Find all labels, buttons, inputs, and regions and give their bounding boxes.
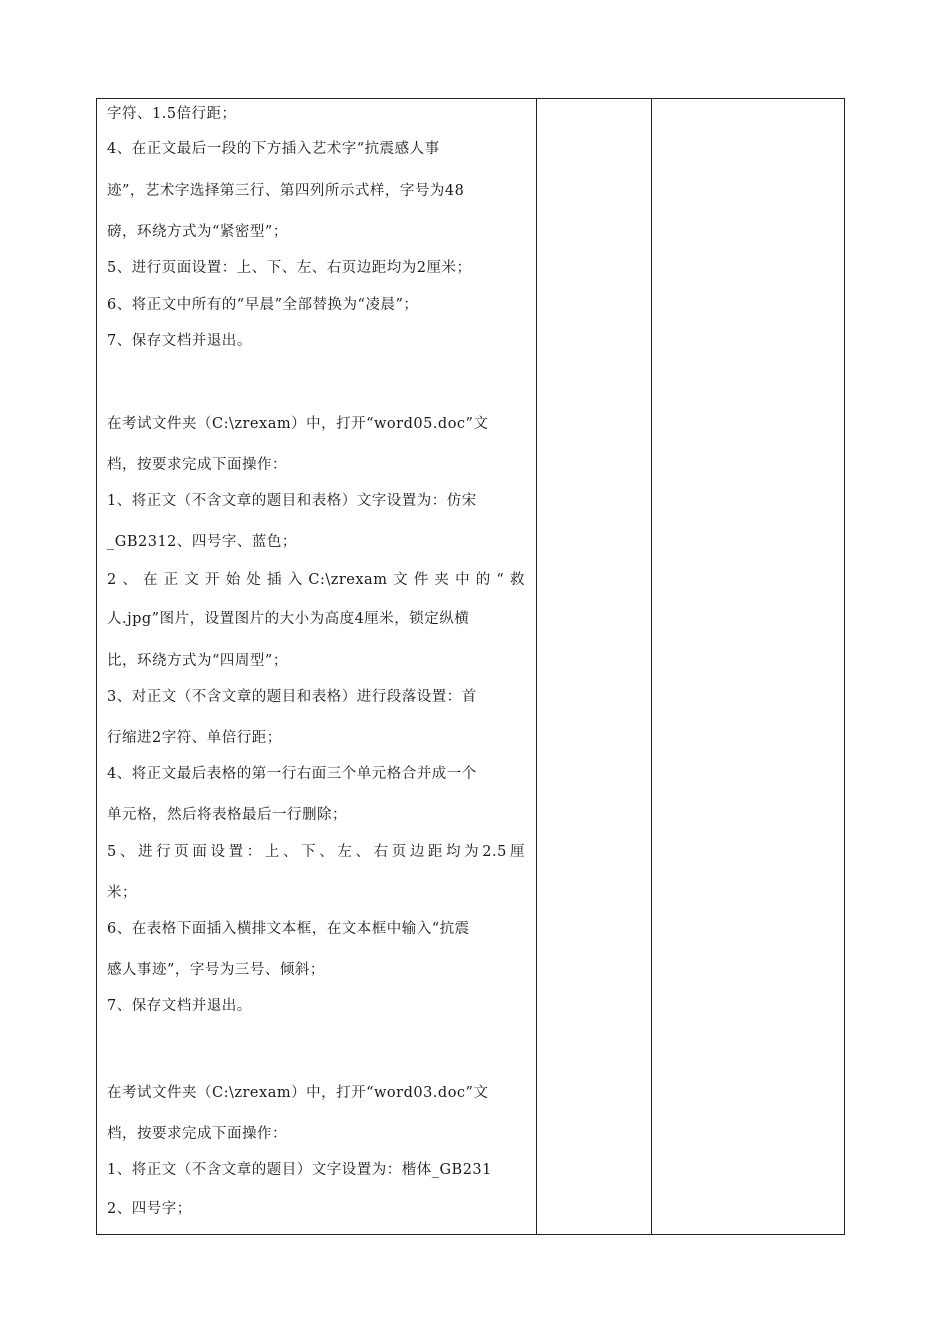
text-line: 6、在表格下面插入横排文本框，在文本框中输入“抗震 xyxy=(107,921,470,937)
text-line: 比，环绕方式为“四周型”； xyxy=(107,653,288,669)
text-line: _GB2312、四号字、蓝色； xyxy=(107,534,297,550)
text-line: 档，按要求完成下面操作： xyxy=(107,1126,287,1142)
text-line: 5、进行页面设置：上、下、左、右页边距均为2厘米； xyxy=(107,260,472,276)
text-line: 6、将正文中所有的“早晨”全部替换为“凌晨”； xyxy=(107,297,419,313)
text-line: 1、将正文（不含文章的题目和表格）文字设置为：仿宋 xyxy=(107,493,477,509)
text-line: 磅，环绕方式为“紧密型”； xyxy=(107,224,288,240)
empty-cell-right xyxy=(652,99,844,1234)
text-line: 迹”，艺术字选择第三行、第四列所示式样，字号为48 xyxy=(107,183,465,199)
text-line: 1、将正文（不含文章的题目）文字设置为：楷体_GB231 xyxy=(107,1162,492,1178)
text-line: 米； xyxy=(107,885,137,901)
text-line: 7、保存文档并退出。 xyxy=(107,998,252,1014)
instruction-cell xyxy=(97,99,536,1234)
text-line: 4、将正文最后表格的第一行右面三个单元格合并成一个 xyxy=(107,766,477,782)
text-line: 4、在正文最后一段的下方插入艺术字“抗震感人事 xyxy=(107,141,440,157)
text-line: 行缩进2字符、单倍行距； xyxy=(107,730,282,746)
text-line: 3、对正文（不含文章的题目和表格）进行段落设置：首 xyxy=(107,689,477,705)
text-line: 人.jpg”图片，设置图片的大小为高度4厘米，锁定纵横 xyxy=(107,611,470,627)
text-line: 5、进行页面设置：上、下、左、右页边距均为2.5厘 xyxy=(107,844,525,860)
text-line: 7、保存文档并退出。 xyxy=(107,333,252,349)
text-line: 2、在正文开始处插入C:\zrexam文件夹中的“救 xyxy=(107,572,525,588)
text-line: 单元格，然后将表格最后一行删除； xyxy=(107,807,347,823)
empty-cell-middle xyxy=(537,99,651,1234)
text-line: 字符、1.5倍行距； xyxy=(107,106,237,122)
text-line: 档，按要求完成下面操作： xyxy=(107,457,287,473)
text-line: 2、四号字； xyxy=(107,1201,192,1217)
text-line: 感人事迹”，字号为三号、倾斜； xyxy=(107,962,325,978)
text-line: 在考试文件夹（C:\zrexam）中，打开“word03.doc”文 xyxy=(107,1085,489,1101)
text-line: 在考试文件夹（C:\zrexam）中，打开“word05.doc”文 xyxy=(107,416,489,432)
instruction-table xyxy=(96,98,845,1235)
